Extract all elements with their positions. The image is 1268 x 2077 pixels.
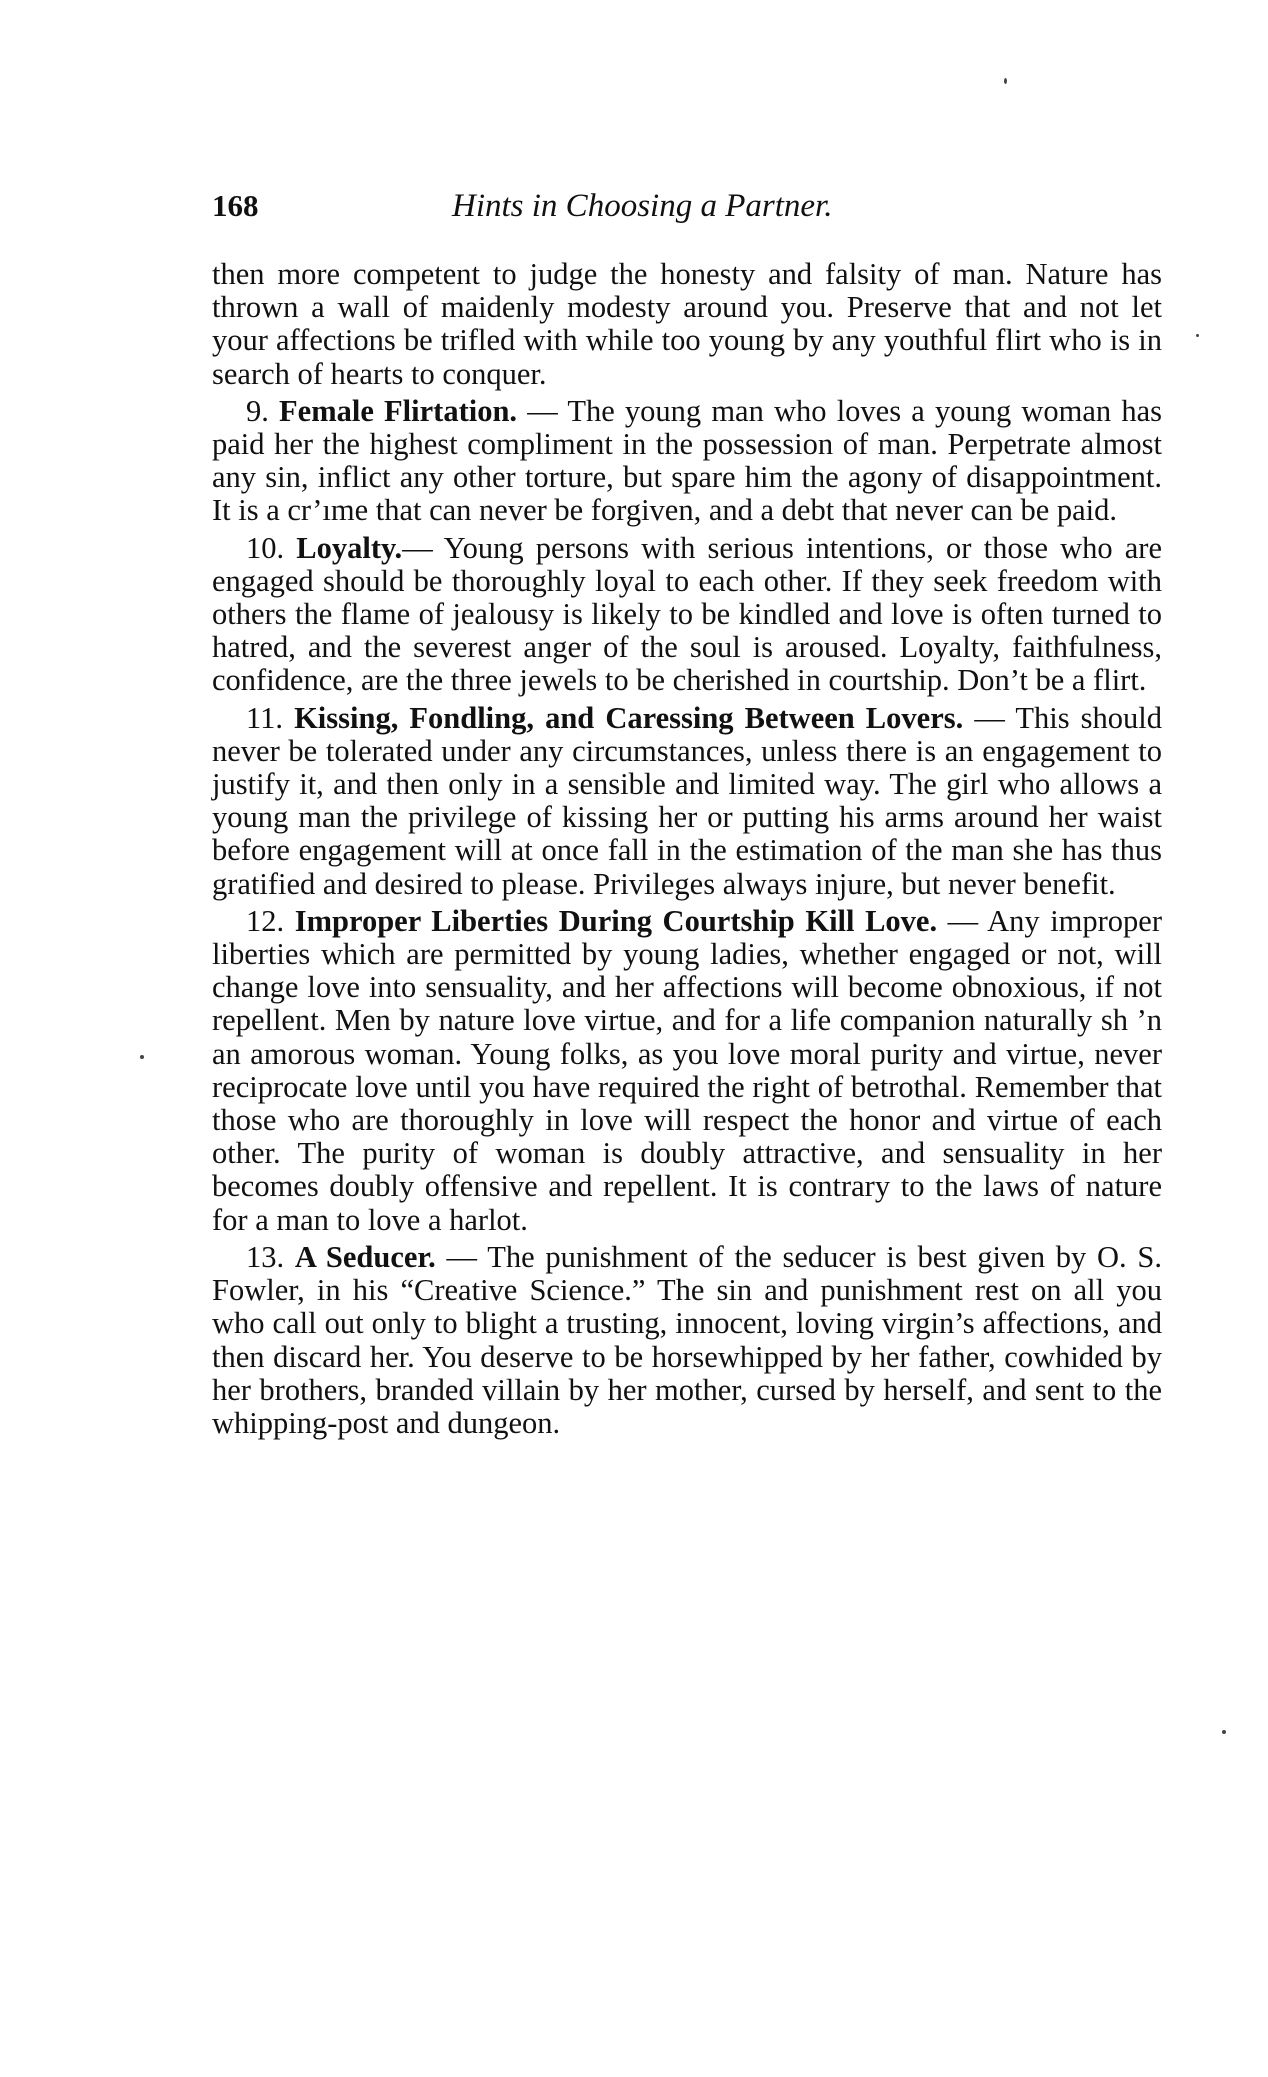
section-text: — The punishment of the seducer is best given by O. S. Fowler, in his “Creative Science.” The sin and punishment rest on all you who call out only to blight a trusting, innocent, loving virgin’s affections, and then discard her. You deserve to be horsewhipped by her father, cowhided by her brothers, branded villain by her mother, cursed by herself, and sent to the whipping-post and dungeon. <box>212 1239 1162 1440</box>
print-speck <box>1196 334 1199 337</box>
section-11 <box>212 702 1162 901</box>
body-text <box>212 258 1162 1444</box>
section-heading: Female Flirtation. <box>279 393 518 428</box>
section-number: 12. <box>246 903 285 938</box>
section-heading: Loyalty. <box>296 530 403 565</box>
running-title: Hints in Choosing a Partner. <box>452 188 833 224</box>
opening-text: then more competent to judge the honesty and falsity of man. Nature has thrown a wall of maidenly modesty around you. Preserve that and not let your affections be trifled with while too young by any youthful flirt who is in search of hearts to conquer. <box>212 257 1162 391</box>
opening-paragraph <box>212 258 1162 391</box>
section-text: — Young persons with serious intentions, or those who are engaged should be thoroughly loyal to each other. If they seek freedom with others the flame of jealousy is likely to be kindled and love is often turned to hatred, and the severest anger of the soul is aroused. Loyalty, faithfulness, confidence, are the three jewels to be cherished in courtship. Don’t be a flirt. <box>212 530 1162 698</box>
section-number: 10. <box>246 530 285 565</box>
section-heading: Improper Liberties During Courtship Kill Love. <box>294 903 938 938</box>
page-header <box>212 188 1162 238</box>
section-heading: A Seducer. <box>294 1239 436 1274</box>
section-text: — Any improper liberties which are permitted by young ladies, whether engaged or not, will change love into sensuality, and her affections will become obnoxious, if not repellent. Men by nature love virtue, and for a life companion naturally sh ’n an amorous woman. Young folks, as you love moral purity and virtue, never reciprocate love until you have required the right of betrothal. Remember that those who are thoroughly in love will respect the honor and virtue of each other. The purity of woman is doubly attractive, and sensuality in her becomes doubly offensive and repellent. It is contrary to the laws of nature for a man to love a harlot. <box>212 903 1163 1237</box>
section-number: 13. <box>246 1239 285 1274</box>
section-number: 9. <box>246 393 269 428</box>
section-text: — The young man who loves a young woman has paid her the highest compliment in the possession of man. Perpetrate almost any sin, inflict any other torture, but spare him the agony of disappointment. It is a cr’ıme that can never be forgiven, and a debt that never can be paid. <box>212 393 1162 528</box>
print-speck <box>1222 1730 1226 1734</box>
section-10 <box>212 532 1162 698</box>
section-13 <box>212 1241 1162 1440</box>
section-12 <box>212 905 1162 1237</box>
section-heading: Kissing, Fondling, and Caressing Between Lovers. <box>294 700 964 735</box>
print-speck <box>140 1055 144 1059</box>
section-text: — This should never be tolerated under any circumstances, unless there is an engagement to justify it, and then only in a sensible and limited way. The girl who allows a young man the privilege of kissing her or putting his arms around her waist before engagement will at once fall in the estimation of the man she has thus gratified and desired to please. Privileges always injure, but never benefit. <box>212 700 1162 901</box>
section-9 <box>212 395 1162 528</box>
print-speck <box>1004 78 1007 84</box>
section-number: 11. <box>246 700 283 735</box>
page-number: 168 <box>212 188 259 223</box>
